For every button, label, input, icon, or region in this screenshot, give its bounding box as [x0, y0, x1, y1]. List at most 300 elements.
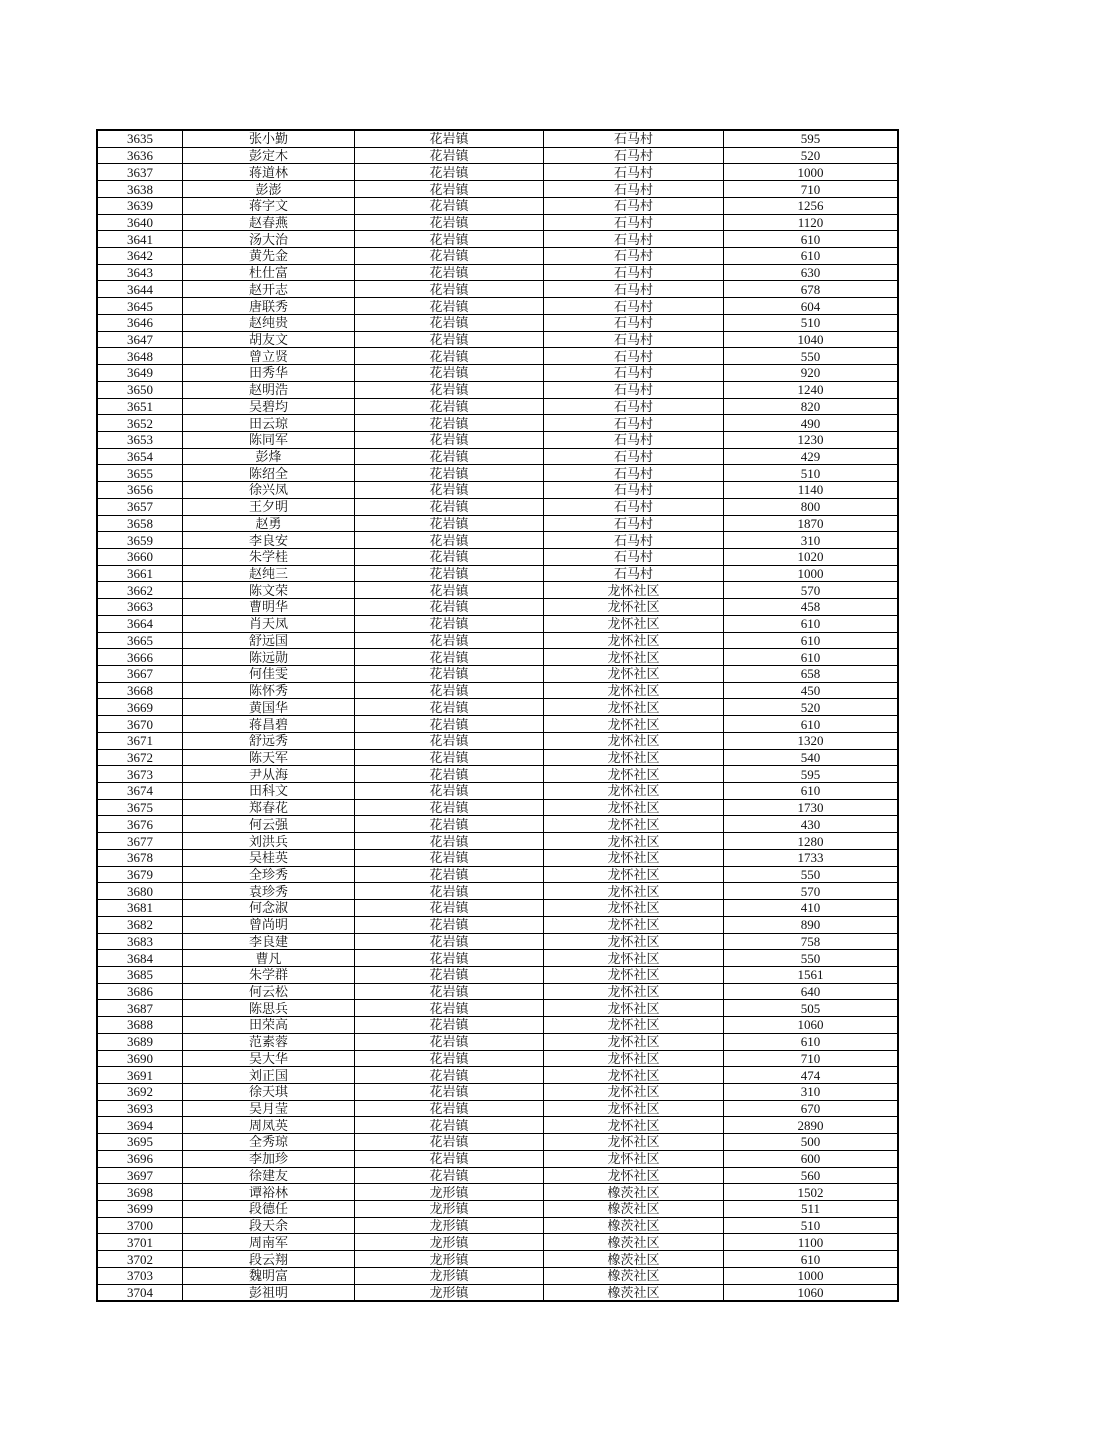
- village-name-cell: 龙怀社区: [544, 849, 724, 866]
- row-number-cell: 3660: [97, 548, 183, 565]
- person-name-cell: 汤大治: [183, 231, 355, 248]
- amount-value-cell: 510: [724, 314, 899, 331]
- amount-value-cell: 820: [724, 398, 899, 415]
- table-row: [97, 866, 898, 883]
- town-name-cell: 花岩镇: [355, 398, 544, 415]
- row-number-cell: 3644: [97, 281, 183, 298]
- person-name-cell: 舒远秀: [183, 732, 355, 749]
- table-row: [97, 248, 898, 265]
- town-name-cell: 花岩镇: [355, 147, 544, 164]
- row-number-cell: 3674: [97, 783, 183, 800]
- town-name-cell: 花岩镇: [355, 448, 544, 465]
- row-number-cell: 3636: [97, 147, 183, 164]
- town-name-cell: 花岩镇: [355, 1017, 544, 1034]
- person-name-cell: 彭澎: [183, 181, 355, 198]
- village-name-cell: 龙怀社区: [544, 916, 724, 933]
- town-name-cell: 花岩镇: [355, 431, 544, 448]
- table-row: [97, 933, 898, 950]
- row-number-cell: 3665: [97, 632, 183, 649]
- table-row: [97, 1017, 898, 1034]
- table-row: [97, 799, 898, 816]
- person-name-cell: 吴大华: [183, 1050, 355, 1067]
- village-name-cell: 龙怀社区: [544, 682, 724, 699]
- amount-value-cell: 670: [724, 1100, 899, 1117]
- person-name-cell: 曹明华: [183, 599, 355, 616]
- table-row: [97, 883, 898, 900]
- row-number-cell: 3672: [97, 749, 183, 766]
- table-body: [97, 130, 898, 1301]
- town-name-cell: 花岩镇: [355, 498, 544, 515]
- village-name-cell: 石马村: [544, 281, 724, 298]
- village-name-cell: 石马村: [544, 248, 724, 265]
- person-name-cell: 何佳雯: [183, 666, 355, 683]
- table-row: [97, 130, 898, 147]
- amount-value-cell: 410: [724, 900, 899, 917]
- table-row: [97, 1184, 898, 1201]
- village-name-cell: 橡茨社区: [544, 1217, 724, 1234]
- town-name-cell: 花岩镇: [355, 415, 544, 432]
- table-row: [97, 749, 898, 766]
- amount-value-cell: 550: [724, 348, 899, 365]
- amount-value-cell: 458: [724, 599, 899, 616]
- village-name-cell: 橡茨社区: [544, 1267, 724, 1284]
- amount-value-cell: 758: [724, 933, 899, 950]
- village-name-cell: 龙怀社区: [544, 1083, 724, 1100]
- amount-value-cell: 1020: [724, 548, 899, 565]
- table-row: [97, 950, 898, 967]
- row-number-cell: 3701: [97, 1234, 183, 1251]
- person-name-cell: 蒋字文: [183, 197, 355, 214]
- village-name-cell: 龙怀社区: [544, 983, 724, 1000]
- town-name-cell: 花岩镇: [355, 732, 544, 749]
- village-name-cell: 龙怀社区: [544, 1117, 724, 1134]
- town-name-cell: 花岩镇: [355, 950, 544, 967]
- village-name-cell: 石马村: [544, 231, 724, 248]
- row-number-cell: 3639: [97, 197, 183, 214]
- person-name-cell: 吴月莹: [183, 1100, 355, 1117]
- row-number-cell: 3643: [97, 264, 183, 281]
- town-name-cell: 花岩镇: [355, 649, 544, 666]
- row-number-cell: 3641: [97, 231, 183, 248]
- amount-value-cell: 610: [724, 783, 899, 800]
- person-name-cell: 陈绍全: [183, 465, 355, 482]
- person-name-cell: 陈文荣: [183, 582, 355, 599]
- table-row: [97, 314, 898, 331]
- row-number-cell: 3669: [97, 699, 183, 716]
- table-row: [97, 448, 898, 465]
- row-number-cell: 3697: [97, 1167, 183, 1184]
- row-number-cell: 3649: [97, 365, 183, 382]
- town-name-cell: 花岩镇: [355, 983, 544, 1000]
- person-name-cell: 王夕明: [183, 498, 355, 515]
- row-number-cell: 3696: [97, 1150, 183, 1167]
- village-name-cell: 橡茨社区: [544, 1251, 724, 1268]
- row-number-cell: 3637: [97, 164, 183, 181]
- village-name-cell: 龙怀社区: [544, 1134, 724, 1151]
- village-name-cell: 橡茨社区: [544, 1234, 724, 1251]
- village-name-cell: 龙怀社区: [544, 766, 724, 783]
- row-number-cell: 3635: [97, 130, 183, 147]
- row-number-cell: 3663: [97, 599, 183, 616]
- town-name-cell: 龙形镇: [355, 1284, 544, 1301]
- amount-value-cell: 610: [724, 716, 899, 733]
- person-name-cell: 陈怀秀: [183, 682, 355, 699]
- village-name-cell: 石马村: [544, 314, 724, 331]
- town-name-cell: 花岩镇: [355, 482, 544, 499]
- row-number-cell: 3647: [97, 331, 183, 348]
- table-row: [97, 632, 898, 649]
- town-name-cell: 花岩镇: [355, 515, 544, 532]
- town-name-cell: 花岩镇: [355, 381, 544, 398]
- person-name-cell: 朱学桂: [183, 548, 355, 565]
- town-name-cell: 花岩镇: [355, 599, 544, 616]
- table-row: [97, 1201, 898, 1218]
- row-number-cell: 3678: [97, 849, 183, 866]
- table-row: [97, 1000, 898, 1017]
- village-name-cell: 龙怀社区: [544, 783, 724, 800]
- village-name-cell: 石马村: [544, 398, 724, 415]
- table-row: [97, 699, 898, 716]
- table-row: [97, 548, 898, 565]
- amount-value-cell: 429: [724, 448, 899, 465]
- village-name-cell: 石马村: [544, 164, 724, 181]
- table-row: [97, 1267, 898, 1284]
- village-name-cell: 龙怀社区: [544, 799, 724, 816]
- amount-value-cell: 1240: [724, 381, 899, 398]
- table-row: [97, 916, 898, 933]
- town-name-cell: 花岩镇: [355, 197, 544, 214]
- town-name-cell: 花岩镇: [355, 532, 544, 549]
- town-name-cell: 花岩镇: [355, 248, 544, 265]
- row-number-cell: 3670: [97, 716, 183, 733]
- row-number-cell: 3680: [97, 883, 183, 900]
- amount-value-cell: 600: [724, 1150, 899, 1167]
- town-name-cell: 花岩镇: [355, 682, 544, 699]
- town-name-cell: 花岩镇: [355, 766, 544, 783]
- person-name-cell: 刘正国: [183, 1067, 355, 1084]
- person-name-cell: 周南军: [183, 1234, 355, 1251]
- person-name-cell: 陈思兵: [183, 1000, 355, 1017]
- person-name-cell: 田秀华: [183, 365, 355, 382]
- village-name-cell: 龙怀社区: [544, 933, 724, 950]
- row-number-cell: 3667: [97, 666, 183, 683]
- row-number-cell: 3686: [97, 983, 183, 1000]
- town-name-cell: 花岩镇: [355, 582, 544, 599]
- row-number-cell: 3698: [97, 1184, 183, 1201]
- village-name-cell: 石马村: [544, 197, 724, 214]
- village-name-cell: 龙怀社区: [544, 1050, 724, 1067]
- person-name-cell: 曾尚明: [183, 916, 355, 933]
- person-name-cell: 曹凡: [183, 950, 355, 967]
- town-name-cell: 龙形镇: [355, 1201, 544, 1218]
- amount-value-cell: 511: [724, 1201, 899, 1218]
- row-number-cell: 3695: [97, 1134, 183, 1151]
- person-name-cell: 段德任: [183, 1201, 355, 1218]
- village-name-cell: 龙怀社区: [544, 833, 724, 850]
- person-name-cell: 吴桂英: [183, 849, 355, 866]
- amount-value-cell: 510: [724, 465, 899, 482]
- table-row: [97, 381, 898, 398]
- table-row: [97, 1067, 898, 1084]
- person-name-cell: 范素蓉: [183, 1033, 355, 1050]
- table-row: [97, 197, 898, 214]
- village-name-cell: 橡茨社区: [544, 1184, 724, 1201]
- row-number-cell: 3671: [97, 732, 183, 749]
- town-name-cell: 龙形镇: [355, 1251, 544, 1268]
- amount-value-cell: 505: [724, 1000, 899, 1017]
- person-name-cell: 肖天凤: [183, 615, 355, 632]
- town-name-cell: 龙形镇: [355, 1267, 544, 1284]
- town-name-cell: 龙形镇: [355, 1217, 544, 1234]
- table-row: [97, 415, 898, 432]
- village-name-cell: 龙怀社区: [544, 883, 724, 900]
- amount-value-cell: 1230: [724, 431, 899, 448]
- town-name-cell: 花岩镇: [355, 900, 544, 917]
- row-number-cell: 3654: [97, 448, 183, 465]
- person-name-cell: 郑春花: [183, 799, 355, 816]
- town-name-cell: 花岩镇: [355, 348, 544, 365]
- town-name-cell: 龙形镇: [355, 1184, 544, 1201]
- person-name-cell: 彭定木: [183, 147, 355, 164]
- amount-value-cell: 610: [724, 1033, 899, 1050]
- row-number-cell: 3642: [97, 248, 183, 265]
- amount-value-cell: 1256: [724, 197, 899, 214]
- table-row: [97, 365, 898, 382]
- person-name-cell: 唐联秀: [183, 298, 355, 315]
- person-name-cell: 赵勇: [183, 515, 355, 532]
- row-number-cell: 3681: [97, 900, 183, 917]
- row-number-cell: 3700: [97, 1217, 183, 1234]
- table-row: [97, 465, 898, 482]
- amount-value-cell: 610: [724, 231, 899, 248]
- amount-value-cell: 490: [724, 415, 899, 432]
- person-name-cell: 徐兴凤: [183, 482, 355, 499]
- row-number-cell: 3683: [97, 933, 183, 950]
- town-name-cell: 花岩镇: [355, 666, 544, 683]
- village-name-cell: 石马村: [544, 532, 724, 549]
- table-row: [97, 515, 898, 532]
- person-name-cell: 蒋道林: [183, 164, 355, 181]
- town-name-cell: 花岩镇: [355, 365, 544, 382]
- village-name-cell: 龙怀社区: [544, 966, 724, 983]
- town-name-cell: 花岩镇: [355, 1167, 544, 1184]
- town-name-cell: 花岩镇: [355, 866, 544, 883]
- person-name-cell: 赵纯三: [183, 565, 355, 582]
- amount-value-cell: 474: [724, 1067, 899, 1084]
- town-name-cell: 花岩镇: [355, 966, 544, 983]
- person-name-cell: 何念淑: [183, 900, 355, 917]
- village-name-cell: 石马村: [544, 548, 724, 565]
- village-name-cell: 橡茨社区: [544, 1284, 724, 1301]
- town-name-cell: 花岩镇: [355, 1000, 544, 1017]
- village-name-cell: 石马村: [544, 181, 724, 198]
- table-row: [97, 1234, 898, 1251]
- village-name-cell: 石马村: [544, 482, 724, 499]
- person-name-cell: 尹从海: [183, 766, 355, 783]
- amount-value-cell: 1502: [724, 1184, 899, 1201]
- amount-value-cell: 550: [724, 866, 899, 883]
- table-row: [97, 849, 898, 866]
- person-name-cell: 陈远勋: [183, 649, 355, 666]
- table-row: [97, 1100, 898, 1117]
- village-name-cell: 龙怀社区: [544, 749, 724, 766]
- row-number-cell: 3685: [97, 966, 183, 983]
- table-row: [97, 1251, 898, 1268]
- person-name-cell: 谭裕林: [183, 1184, 355, 1201]
- row-number-cell: 3658: [97, 515, 183, 532]
- row-number-cell: 3645: [97, 298, 183, 315]
- table-row: [97, 164, 898, 181]
- table-row: [97, 181, 898, 198]
- row-number-cell: 3676: [97, 816, 183, 833]
- village-name-cell: 龙怀社区: [544, 716, 724, 733]
- row-number-cell: 3677: [97, 833, 183, 850]
- row-number-cell: 3656: [97, 482, 183, 499]
- amount-value-cell: 1140: [724, 482, 899, 499]
- table-row: [97, 599, 898, 616]
- town-name-cell: 花岩镇: [355, 916, 544, 933]
- town-name-cell: 花岩镇: [355, 632, 544, 649]
- table-row: [97, 1050, 898, 1067]
- amount-value-cell: 610: [724, 649, 899, 666]
- table-row: [97, 1033, 898, 1050]
- amount-value-cell: 430: [724, 816, 899, 833]
- amount-value-cell: 1870: [724, 515, 899, 532]
- table-row: [97, 231, 898, 248]
- town-name-cell: 花岩镇: [355, 1083, 544, 1100]
- amount-value-cell: 595: [724, 130, 899, 147]
- town-name-cell: 花岩镇: [355, 264, 544, 281]
- person-name-cell: 赵开志: [183, 281, 355, 298]
- row-number-cell: 3657: [97, 498, 183, 515]
- person-name-cell: 李加珍: [183, 1150, 355, 1167]
- village-name-cell: 石马村: [544, 214, 724, 231]
- town-name-cell: 花岩镇: [355, 849, 544, 866]
- person-name-cell: 李良安: [183, 532, 355, 549]
- table-row: [97, 1134, 898, 1151]
- table-row: [97, 348, 898, 365]
- person-name-cell: 曾立贤: [183, 348, 355, 365]
- table-row: [97, 1167, 898, 1184]
- table-row: [97, 281, 898, 298]
- person-name-cell: 舒远国: [183, 632, 355, 649]
- table-row: [97, 214, 898, 231]
- town-name-cell: 花岩镇: [355, 465, 544, 482]
- person-name-cell: 徐天琪: [183, 1083, 355, 1100]
- town-name-cell: 花岩镇: [355, 214, 544, 231]
- town-name-cell: 花岩镇: [355, 231, 544, 248]
- table-row: [97, 649, 898, 666]
- person-name-cell: 黄先金: [183, 248, 355, 265]
- person-name-cell: 陈天军: [183, 749, 355, 766]
- village-name-cell: 龙怀社区: [544, 1167, 724, 1184]
- row-number-cell: 3703: [97, 1267, 183, 1284]
- row-number-cell: 3638: [97, 181, 183, 198]
- town-name-cell: 花岩镇: [355, 749, 544, 766]
- table-row: [97, 766, 898, 783]
- person-name-cell: 田云琼: [183, 415, 355, 432]
- village-name-cell: 橡茨社区: [544, 1201, 724, 1218]
- amount-value-cell: 1120: [724, 214, 899, 231]
- amount-value-cell: 1000: [724, 164, 899, 181]
- table-row: [97, 498, 898, 515]
- town-name-cell: 花岩镇: [355, 314, 544, 331]
- row-number-cell: 3687: [97, 1000, 183, 1017]
- amount-value-cell: 1280: [724, 833, 899, 850]
- town-name-cell: 花岩镇: [355, 331, 544, 348]
- town-name-cell: 龙形镇: [355, 1234, 544, 1251]
- row-number-cell: 3652: [97, 415, 183, 432]
- village-name-cell: 石马村: [544, 264, 724, 281]
- amount-value-cell: 710: [724, 1050, 899, 1067]
- table-row: [97, 1083, 898, 1100]
- village-name-cell: 龙怀社区: [544, 699, 724, 716]
- town-name-cell: 花岩镇: [355, 799, 544, 816]
- town-name-cell: 花岩镇: [355, 883, 544, 900]
- person-name-cell: 胡友文: [183, 331, 355, 348]
- row-number-cell: 3655: [97, 465, 183, 482]
- amount-value-cell: 1000: [724, 1267, 899, 1284]
- row-number-cell: 3662: [97, 582, 183, 599]
- row-number-cell: 3688: [97, 1017, 183, 1034]
- table-row: [97, 1150, 898, 1167]
- row-number-cell: 3689: [97, 1033, 183, 1050]
- row-number-cell: 3690: [97, 1050, 183, 1067]
- table-row: [97, 983, 898, 1000]
- village-name-cell: 石马村: [544, 348, 724, 365]
- town-name-cell: 花岩镇: [355, 164, 544, 181]
- village-name-cell: 龙怀社区: [544, 1017, 724, 1034]
- amount-value-cell: 610: [724, 248, 899, 265]
- town-name-cell: 花岩镇: [355, 130, 544, 147]
- person-name-cell: 黄国华: [183, 699, 355, 716]
- table-row: [97, 264, 898, 281]
- table-row: [97, 833, 898, 850]
- table-row: [97, 732, 898, 749]
- table-row: [97, 615, 898, 632]
- amount-value-cell: 920: [724, 365, 899, 382]
- row-number-cell: 3653: [97, 431, 183, 448]
- amount-value-cell: 1060: [724, 1017, 899, 1034]
- amount-value-cell: 500: [724, 1134, 899, 1151]
- town-name-cell: 花岩镇: [355, 1150, 544, 1167]
- row-number-cell: 3702: [97, 1251, 183, 1268]
- amount-value-cell: 710: [724, 181, 899, 198]
- amount-value-cell: 630: [724, 264, 899, 281]
- person-name-cell: 段云翔: [183, 1251, 355, 1268]
- person-name-cell: 段天余: [183, 1217, 355, 1234]
- amount-value-cell: 310: [724, 532, 899, 549]
- person-name-cell: 赵纯贵: [183, 314, 355, 331]
- amount-value-cell: 2890: [724, 1117, 899, 1134]
- row-number-cell: 3650: [97, 381, 183, 398]
- person-name-cell: 朱学群: [183, 966, 355, 983]
- table-row: [97, 431, 898, 448]
- table-row: [97, 816, 898, 833]
- village-name-cell: 龙怀社区: [544, 649, 724, 666]
- town-name-cell: 花岩镇: [355, 1100, 544, 1117]
- row-number-cell: 3694: [97, 1117, 183, 1134]
- village-name-cell: 石马村: [544, 298, 724, 315]
- amount-value-cell: 610: [724, 632, 899, 649]
- table-row: [97, 298, 898, 315]
- amount-value-cell: 800: [724, 498, 899, 515]
- town-name-cell: 花岩镇: [355, 933, 544, 950]
- row-number-cell: 3648: [97, 348, 183, 365]
- amount-value-cell: 310: [724, 1083, 899, 1100]
- table-row: [97, 783, 898, 800]
- town-name-cell: 花岩镇: [355, 181, 544, 198]
